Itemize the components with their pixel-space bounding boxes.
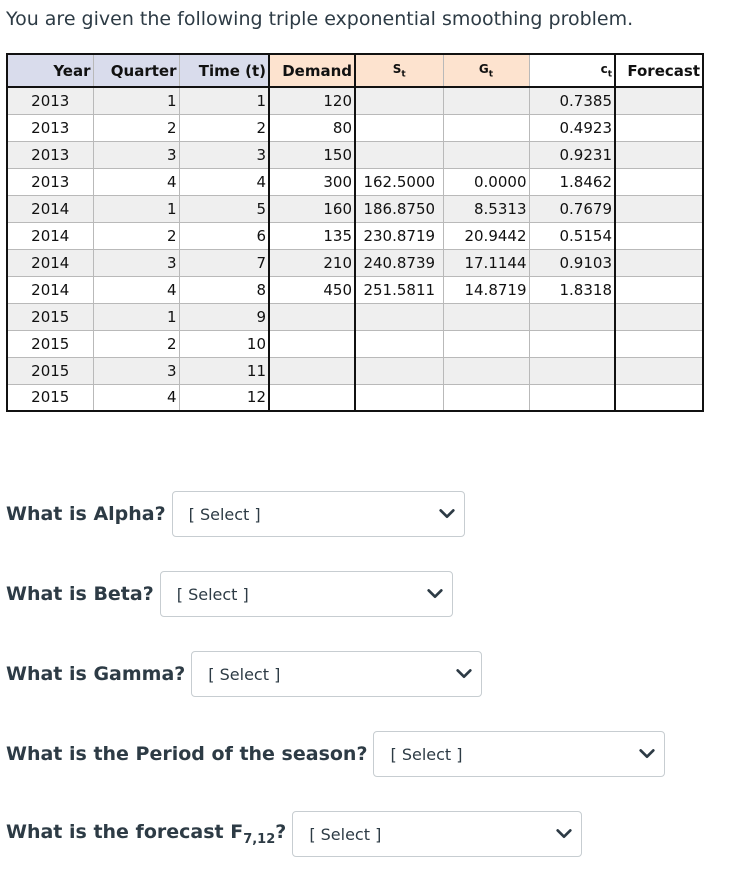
cell-st: 240.8739 bbox=[355, 249, 443, 276]
cell-st bbox=[355, 141, 443, 168]
cell-forecast bbox=[615, 357, 703, 384]
cell-demand: 160 bbox=[269, 195, 355, 222]
header-quarter: Quarter bbox=[93, 54, 179, 87]
cell-forecast bbox=[615, 249, 703, 276]
header-gt bbox=[443, 54, 529, 87]
cell-time: 2 bbox=[179, 114, 269, 141]
header-ct: $c_t$ bbox=[529, 54, 615, 87]
cell-year: 2013 bbox=[7, 114, 93, 141]
header-time: Time (t) bbox=[179, 54, 269, 87]
question-intro: You are given the following triple exponential smoothing problem. bbox=[6, 8, 634, 30]
cell-year: 2015 bbox=[7, 357, 93, 384]
cell-demand bbox=[269, 303, 355, 330]
cell-demand bbox=[269, 384, 355, 411]
chevron-down-icon bbox=[555, 825, 573, 843]
table-row bbox=[7, 114, 703, 141]
cell-forecast bbox=[615, 330, 703, 357]
cell-time: 3 bbox=[179, 141, 269, 168]
cell-year: 2014 bbox=[7, 195, 93, 222]
cell-st bbox=[355, 330, 443, 357]
cell-time: 6 bbox=[179, 222, 269, 249]
forecast-label-suffix: ? bbox=[275, 821, 287, 844]
gamma-select[interactable] bbox=[191, 651, 482, 697]
cell-forecast bbox=[615, 222, 703, 249]
cell-gt: 0.0000 bbox=[443, 168, 529, 195]
header-gt-label: $G_t$ bbox=[478, 61, 494, 80]
cell-gt bbox=[443, 384, 529, 411]
cell-ct bbox=[529, 357, 615, 384]
cell-gt bbox=[443, 87, 529, 114]
cell-st bbox=[355, 87, 443, 114]
cell-time: 4 bbox=[179, 168, 269, 195]
cell-forecast bbox=[615, 141, 703, 168]
cell-demand: 120 bbox=[269, 87, 355, 114]
cell-demand: 300 bbox=[269, 168, 355, 195]
cell-year: 2014 bbox=[7, 276, 93, 303]
forecast-select[interactable] bbox=[292, 811, 582, 857]
cell-year: 2015 bbox=[7, 303, 93, 330]
cell-quarter: 3 bbox=[93, 141, 179, 168]
header-forecast: Forecast bbox=[615, 54, 703, 87]
cell-demand bbox=[269, 330, 355, 357]
cell-gt: 20.9442 bbox=[443, 222, 529, 249]
table-row bbox=[7, 168, 703, 195]
cell-st bbox=[355, 384, 443, 411]
period-label: What is the Period of the season? bbox=[6, 743, 368, 765]
table-header-row bbox=[7, 54, 703, 87]
table-row bbox=[7, 303, 703, 330]
beta-label: What is Beta? bbox=[6, 583, 154, 605]
cell-quarter: 4 bbox=[93, 168, 179, 195]
cell-st: 251.5811 bbox=[355, 276, 443, 303]
forecast-label-prefix: What is the forecast F bbox=[6, 821, 244, 844]
table-row bbox=[7, 384, 703, 411]
cell-time: 5 bbox=[179, 195, 269, 222]
cell-year: 2013 bbox=[7, 87, 93, 114]
gamma-question bbox=[6, 651, 482, 697]
chevron-down-icon bbox=[426, 585, 444, 603]
cell-forecast bbox=[615, 168, 703, 195]
cell-time: 12 bbox=[179, 384, 269, 411]
cell-time: 11 bbox=[179, 357, 269, 384]
cell-year: 2015 bbox=[7, 384, 93, 411]
cell-gt: 8.5313 bbox=[443, 195, 529, 222]
forecast-label bbox=[6, 821, 286, 847]
cell-gt bbox=[443, 303, 529, 330]
cell-time: 8 bbox=[179, 276, 269, 303]
gamma-label: What is Gamma? bbox=[6, 663, 186, 685]
cell-ct: 0.9231 bbox=[529, 141, 615, 168]
cell-quarter: 1 bbox=[93, 87, 179, 114]
table-row bbox=[7, 249, 703, 276]
forecast-question bbox=[6, 811, 582, 857]
cell-year: 2013 bbox=[7, 141, 93, 168]
cell-ct: 0.9103 bbox=[529, 249, 615, 276]
cell-demand: 80 bbox=[269, 114, 355, 141]
header-demand: Demand bbox=[269, 54, 355, 87]
cell-st bbox=[355, 357, 443, 384]
chevron-down-icon bbox=[438, 505, 456, 523]
cell-time: 9 bbox=[179, 303, 269, 330]
cell-forecast bbox=[615, 114, 703, 141]
cell-forecast bbox=[615, 195, 703, 222]
cell-demand: 135 bbox=[269, 222, 355, 249]
cell-gt: 17.1144 bbox=[443, 249, 529, 276]
cell-ct: 0.7385 bbox=[529, 87, 615, 114]
cell-forecast bbox=[615, 87, 703, 114]
cell-time: 7 bbox=[179, 249, 269, 276]
table-row bbox=[7, 276, 703, 303]
cell-quarter: 3 bbox=[93, 249, 179, 276]
cell-quarter: 2 bbox=[93, 330, 179, 357]
cell-year: 2014 bbox=[7, 249, 93, 276]
table-row bbox=[7, 357, 703, 384]
cell-ct: 0.7679 bbox=[529, 195, 615, 222]
cell-time: 10 bbox=[179, 330, 269, 357]
cell-gt bbox=[443, 141, 529, 168]
alpha-select-value: [ Select ] bbox=[188, 504, 261, 524]
table-row bbox=[7, 141, 703, 168]
cell-quarter: 2 bbox=[93, 114, 179, 141]
beta-select[interactable] bbox=[160, 571, 453, 617]
cell-st: 162.5000 bbox=[355, 168, 443, 195]
cell-quarter: 3 bbox=[93, 357, 179, 384]
alpha-label: What is Alpha? bbox=[6, 503, 166, 525]
cell-ct: 0.5154 bbox=[529, 222, 615, 249]
cell-quarter: 4 bbox=[93, 276, 179, 303]
header-year: Year bbox=[7, 54, 93, 87]
header-st-label: $S_t$ bbox=[392, 61, 406, 80]
beta-question bbox=[6, 571, 453, 617]
cell-time: 1 bbox=[179, 87, 269, 114]
cell-gt bbox=[443, 114, 529, 141]
table-row bbox=[7, 330, 703, 357]
cell-quarter: 4 bbox=[93, 384, 179, 411]
table-row bbox=[7, 87, 703, 114]
cell-forecast bbox=[615, 303, 703, 330]
cell-year: 2014 bbox=[7, 222, 93, 249]
forecast-label-sub: 7,12 bbox=[243, 831, 276, 847]
smoothing-table bbox=[6, 53, 704, 412]
cell-st: 230.8719 bbox=[355, 222, 443, 249]
table-row bbox=[7, 195, 703, 222]
cell-demand: 150 bbox=[269, 141, 355, 168]
beta-select-value: [ Select ] bbox=[176, 584, 249, 604]
cell-demand: 210 bbox=[269, 249, 355, 276]
period-question bbox=[6, 731, 665, 777]
period-select-value: [ Select ] bbox=[390, 744, 463, 764]
cell-quarter: 1 bbox=[93, 303, 179, 330]
alpha-select[interactable] bbox=[172, 491, 465, 537]
cell-ct bbox=[529, 384, 615, 411]
cell-st bbox=[355, 114, 443, 141]
chevron-down-icon bbox=[638, 745, 656, 763]
cell-year: 2015 bbox=[7, 330, 93, 357]
cell-gt: 14.8719 bbox=[443, 276, 529, 303]
period-select[interactable] bbox=[373, 731, 665, 777]
cell-ct bbox=[529, 330, 615, 357]
cell-demand bbox=[269, 357, 355, 384]
gamma-select-value: [ Select ] bbox=[208, 664, 281, 684]
forecast-select-value: [ Select ] bbox=[309, 824, 382, 844]
alpha-question bbox=[6, 491, 465, 537]
table-row bbox=[7, 222, 703, 249]
cell-ct bbox=[529, 303, 615, 330]
cell-ct: 1.8462 bbox=[529, 168, 615, 195]
cell-gt bbox=[443, 357, 529, 384]
chevron-down-icon bbox=[455, 665, 473, 683]
cell-forecast bbox=[615, 384, 703, 411]
cell-st bbox=[355, 303, 443, 330]
cell-quarter: 1 bbox=[93, 195, 179, 222]
cell-st: 186.8750 bbox=[355, 195, 443, 222]
cell-forecast bbox=[615, 276, 703, 303]
header-st bbox=[355, 54, 443, 87]
cell-ct: 0.4923 bbox=[529, 114, 615, 141]
cell-ct: 1.8318 bbox=[529, 276, 615, 303]
cell-demand: 450 bbox=[269, 276, 355, 303]
cell-year: 2013 bbox=[7, 168, 93, 195]
cell-gt bbox=[443, 330, 529, 357]
cell-quarter: 2 bbox=[93, 222, 179, 249]
